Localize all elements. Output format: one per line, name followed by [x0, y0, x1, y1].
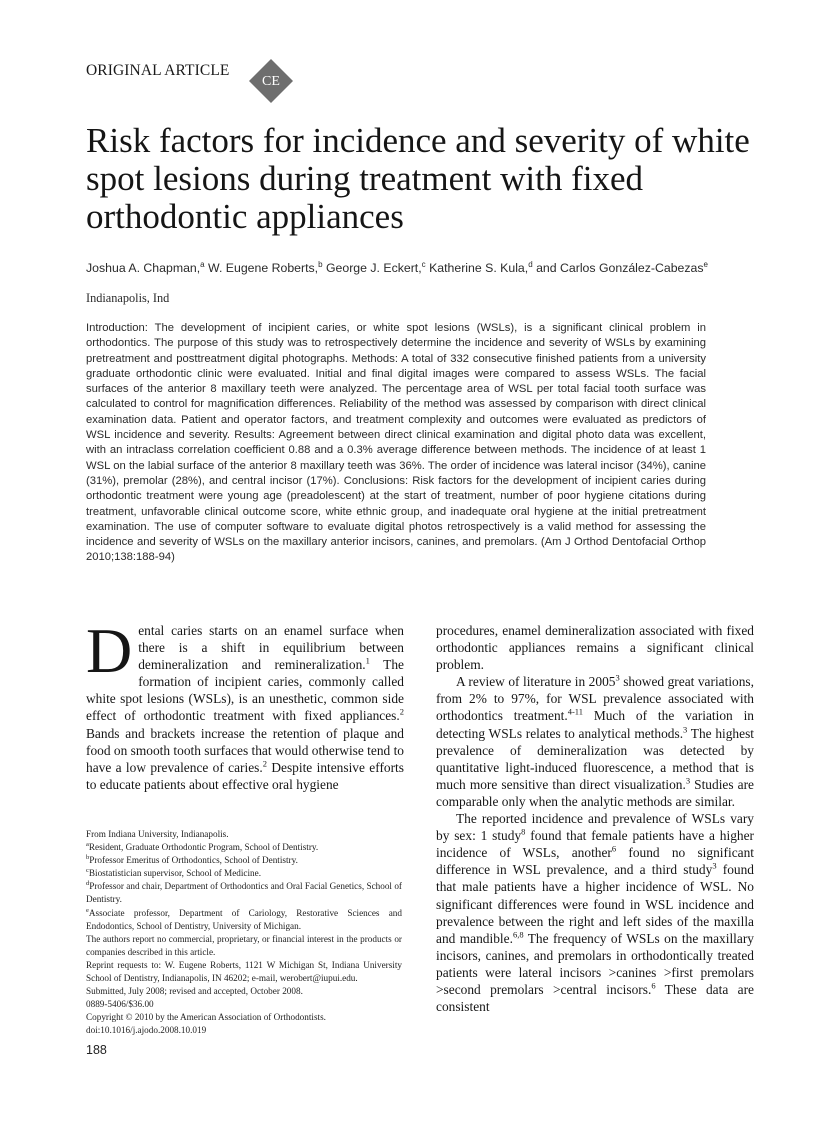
footnote: $^b$Professor Emeritus of Orthodontics, School of Dentistry. [86, 854, 298, 866]
footnote: doi:10.1016/j.ajodo.2008.10.019 [86, 1025, 207, 1036]
footnote-mark: a [86, 841, 89, 849]
author-affiliation-mark: c [421, 260, 426, 269]
body-column-right [436, 622, 754, 1015]
article-title: Risk factors for incidence and severity of white spot lesions during treatment with fixed orthodontic appliances [86, 121, 750, 236]
citation-ref: 4-11 [567, 707, 583, 717]
rich-text: The reported incidence and prevalence of WSLs vary by sex: 1 study$^8$ found that female patients have a higher incidence of WSLs, another$^6$ found no significant difference in WSL prevalence, and a third study$^3$ found that male patients have a higher incidence of WSL. No significant differences were found in WSL incidence and prevalence between the right and left sides of the maxilla and mandible.$^{6,8}$ The frequency of WSLs on the maxillary incisors, canines, and premolars in orthodontically treated patients were lateral incisors >canines >first premolars >second premolars >central incisors.$^6$ These data are consistent [436, 811, 755, 1015]
citation-ref: 3 [712, 860, 717, 871]
footnote: $^c$Biostatistician supervisor, School of Medicine. [86, 867, 262, 879]
author-affiliation-mark: b [318, 260, 323, 269]
citation-ref: 3 [615, 672, 620, 683]
citation-ref: 1 [365, 655, 370, 666]
citation-ref: 6,8 [512, 929, 524, 940]
author-affiliation-mark: a [200, 260, 205, 269]
footnote: The authors report no commercial, proprietary, or financial interest in the products or companies described in this article. [86, 933, 402, 957]
footnote-mark: c [86, 867, 89, 875]
body-paragraph [436, 810, 754, 1015]
section-label: ORIGINAL ARTICLE [86, 62, 230, 79]
page-number: 188 [86, 1043, 107, 1057]
citation-ref: 2 [262, 758, 267, 769]
body-column-left [86, 615, 404, 793]
author-name: and Carlos González-Cabezas [532, 261, 704, 276]
citation-ref: 6 [611, 843, 617, 854]
rich-text: ental caries starts on an enamel surface when there is a shift in equilibrium between demineralization and remineralization.$^1$ The formation of incipient caries, commonly called white spot lesions (WSLs), is an unesthetic, common side effect of orthodontic treatment with fixed appliances.$^2$ Bands and brackets increase the retention of plaque and food on smooth tooth surfaces that would otherwise tend to have a low prevalence of caries.$^2$ Despite intensive efforts to educate patients about effective oral hygiene [86, 623, 404, 792]
citation-ref: 3 [685, 775, 691, 786]
ce-badge-text: CE [262, 74, 280, 89]
author-affiliation-mark: d [528, 260, 533, 269]
ce-badge [248, 58, 294, 104]
footnote: 0889-5406/$36.00 [86, 999, 154, 1010]
author-list [86, 256, 726, 277]
author-affiliation-mark: e [703, 260, 708, 269]
rich-text: A review of literature in 2005$^3$ showed great variations, from 2% to 97%, for WSL prevalence associated with orthodontics treatment.$^{4-11}$ Much of the variation in detecting WSLs relates to analytical methods.$^3$ The highest prevalence of demineralization was detected by quantitative light-induced fluorescence, a method that is much more sensitive than direct visualization.$^3$ Studies are comparable only when the analytic methods are similar. [436, 672, 754, 809]
author-name: W. Eugene Roberts, [204, 261, 319, 276]
footnote: $^d$Professor and chair, Department of Orthodontics and Oral Facial Genetics, School of Dentistry. [86, 880, 402, 905]
rich-text: procedures, enamel demineralization associated with fixed orthodontic appliances remains a significant clinical problem. [436, 623, 754, 673]
footnote: From Indiana University, Indianapolis. [86, 829, 229, 839]
footnote: $^e$Associate professor, Department of Cariology, Restorative Sciences and Endodontics, School of Dentistry, University of Michigan. [86, 906, 402, 931]
footnote-mark: d [86, 880, 90, 888]
drop-cap: D [86, 615, 133, 686]
footnote-mark: e [86, 906, 89, 914]
body-paragraph [436, 622, 754, 673]
footnote: Reprint requests to: W. Eugene Roberts, 1121 W Michigan St, Indiana University School of Dentistry, Indianapolis, IN 46202; e-mail, werobert@iupui.edu. [86, 959, 402, 984]
footnote: Copyright © 2010 by the American Association of Orthodontists. [86, 1012, 326, 1023]
author-name: Joshua A. Chapman, [86, 261, 201, 276]
citation-ref: 3 [683, 724, 688, 735]
author-name: Katherine S. Kula, [425, 261, 529, 276]
footnotes [86, 828, 402, 1038]
intro-paragraph [86, 615, 404, 793]
abstract: Introduction: The development of incipient caries, or white spot lesions (WSLs), is a significant clinical problem in orthodontics. The purpose of this study was to retrospectively determine the incidence and severity of WSLs by examining pretreatment and posttreatment digital photographs. Methods: A total of 332 consecutive finished patients from a university graduate orthodontic clinic were evaluated. Initial and final digital images were compared to assess WSLs. The facial surfaces of the anterior 8 maxillary teeth were analyzed. The percentage area of WSL per total facial tooth surface was calculated to control for magnification differences. Reliability of the method was assessed by comparison with direct clinical examination data. Patient and operator factors, and treatment complexity and outcomes were evaluated as predictors of WSL incidence and severity. Results: Agreement between direct clinical examination and digital photo data was excellent, with an intraclass correlation coefficient 0.88 and a 0.3% average difference between methods. The incidence of at least 1 WSL on the labial surface of the anterior 8 maxillary teeth was 36%. The order of incidence was lateral incisor (34%), canine (31%), premolar (28%), and central incisor (17%). Conclusions: Risk factors for the development of incipient caries during orthodontic treatment were young age (preadolescent) at the start of treatment, number of poor hygiene citations during treatment, unfavorable clinical outcome score, white ethnic group, and inadequate oral hygiene at the initial pretreatment examination. The use of computer software to evaluate digital photos retrospectively is a valid method for assessing the incidence and severity of WSLs on the maxillary anterior incisors, canines, and premolars. (Am J Orthod Dentofacial Orthop 2010;138:188-94) [86, 322, 706, 564]
author-location: Indianapolis, Ind [86, 291, 170, 305]
body-paragraph [436, 673, 754, 810]
citation-ref: 6 [651, 980, 656, 991]
author-name: George J. Eckert, [322, 261, 422, 276]
footnote: $^a$Resident, Graduate Orthodontic Program, School of Dentistry. [86, 841, 319, 853]
footnote-mark: b [86, 854, 90, 862]
footnote: Submitted, July 2008; revised and accepted, October 2008. [86, 986, 303, 997]
citation-ref: 8 [521, 826, 526, 837]
citation-ref: 2 [399, 707, 404, 717]
